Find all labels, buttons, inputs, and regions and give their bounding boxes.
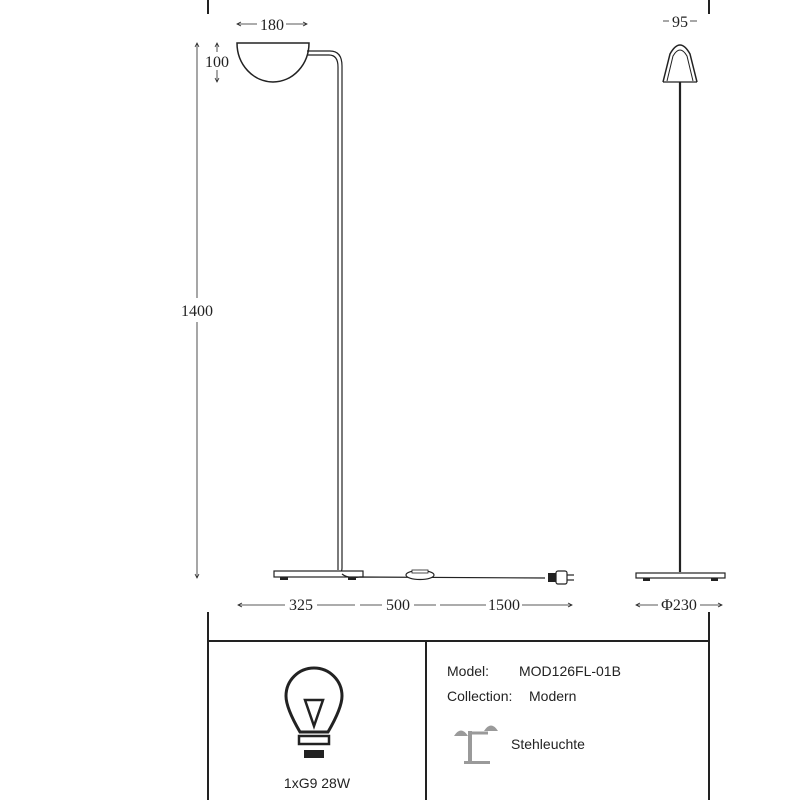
side-lamp-base bbox=[636, 573, 725, 578]
lamp-shade bbox=[237, 43, 309, 82]
dim-cable-length: 1500 bbox=[488, 597, 520, 614]
front-view-lamp bbox=[237, 43, 574, 584]
lamp-arm bbox=[307, 51, 342, 574]
floor-lamp-icon bbox=[454, 726, 498, 765]
lamp-base bbox=[274, 571, 363, 577]
power-cable bbox=[342, 574, 545, 578]
collection-label: Collection: bbox=[447, 688, 513, 704]
dimension-lines bbox=[195, 21, 722, 607]
bulb-spec: 1xG9 28W bbox=[283, 775, 351, 791]
dim-shade-width: 180 bbox=[260, 17, 284, 34]
dim-side-shade-width: 95 bbox=[672, 14, 688, 31]
side-lamp-shade-inner bbox=[667, 50, 693, 81]
dim-base-length: 325 bbox=[289, 597, 313, 614]
model-value: MOD126FL-01B bbox=[519, 663, 621, 679]
model-label: Model: bbox=[447, 663, 490, 679]
drawing-frame bbox=[208, 0, 709, 800]
light-bulb-icon bbox=[286, 668, 342, 758]
dim-shade-height: 100 bbox=[205, 54, 229, 71]
collection-value: Modern bbox=[529, 688, 577, 704]
dim-total-height: 1400 bbox=[181, 303, 213, 320]
lamp-arm-inner bbox=[307, 55, 338, 570]
power-plug bbox=[548, 571, 574, 584]
dim-switch-distance: 500 bbox=[386, 597, 410, 614]
lamp-type: Stehleuchte bbox=[511, 736, 585, 752]
dim-base-diameter: Φ230 bbox=[661, 597, 697, 614]
side-view-lamp bbox=[636, 45, 725, 581]
